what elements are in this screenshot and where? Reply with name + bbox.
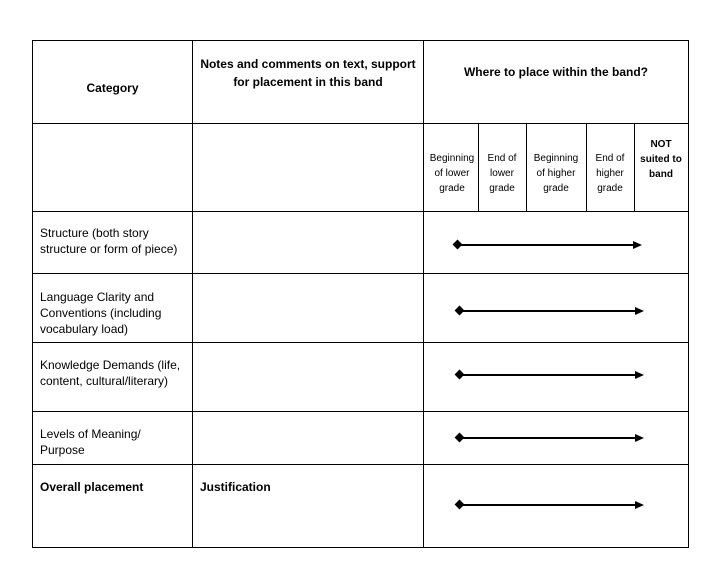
arrow-shaft <box>459 437 638 439</box>
row-divider <box>32 464 689 465</box>
row-knowledge-label: Knowledge Demands (life, content, cultural/literary) <box>40 358 181 388</box>
arrow-shaft <box>459 310 638 312</box>
arrow-shaft <box>459 374 638 376</box>
placement-arrow-overall[interactable] <box>456 499 644 511</box>
arrow-head-icon <box>633 241 642 249</box>
category-header: Category <box>86 81 139 95</box>
subheader-beginning-higher: Beginning of higher grade <box>533 153 579 194</box>
row-language-label: Language Clarity and Conventions (including vocabulary load) <box>40 290 162 336</box>
subheader-end-lower: End of lower grade <box>487 153 517 194</box>
subheader-beginning-lower: Beginning of lower grade <box>429 153 475 194</box>
arrow-shaft <box>457 244 636 246</box>
subheader-end-higher: End of higher grade <box>595 153 625 194</box>
subheader-not-suited: NOT suited to band <box>640 139 682 180</box>
row-meaning-label: Levels of Meaning/ Purpose <box>40 427 141 457</box>
row-divider <box>32 342 689 343</box>
where-header: Where to place within the band? <box>463 65 648 79</box>
notes-header: Notes and comments on text, support for placement in this band <box>200 57 416 89</box>
arrow-head-icon <box>635 501 644 509</box>
arrow-head-icon <box>635 434 644 442</box>
placement-arrow-structure[interactable] <box>454 239 642 251</box>
row-divider <box>32 123 689 124</box>
subcolumn-divider <box>634 123 635 211</box>
subcolumn-divider <box>478 123 479 211</box>
row-divider <box>32 211 689 212</box>
placement-arrow-language[interactable] <box>456 305 644 317</box>
row-divider <box>32 273 689 274</box>
subcolumn-divider <box>586 123 587 211</box>
row-overall-label: Overall placement <box>40 480 144 494</box>
arrow-head-icon <box>635 371 644 379</box>
column-divider <box>423 40 424 548</box>
arrow-shaft <box>459 504 638 506</box>
placement-arrow-knowledge[interactable] <box>456 369 644 381</box>
row-structure-label: Structure (both story structure or form of piece) <box>40 226 178 256</box>
subcolumn-divider <box>526 123 527 211</box>
arrow-head-icon <box>635 307 644 315</box>
placement-arrow-meaning[interactable] <box>456 432 644 444</box>
justification-label: Justification <box>200 480 271 494</box>
column-divider <box>192 40 193 548</box>
row-divider <box>32 411 689 412</box>
